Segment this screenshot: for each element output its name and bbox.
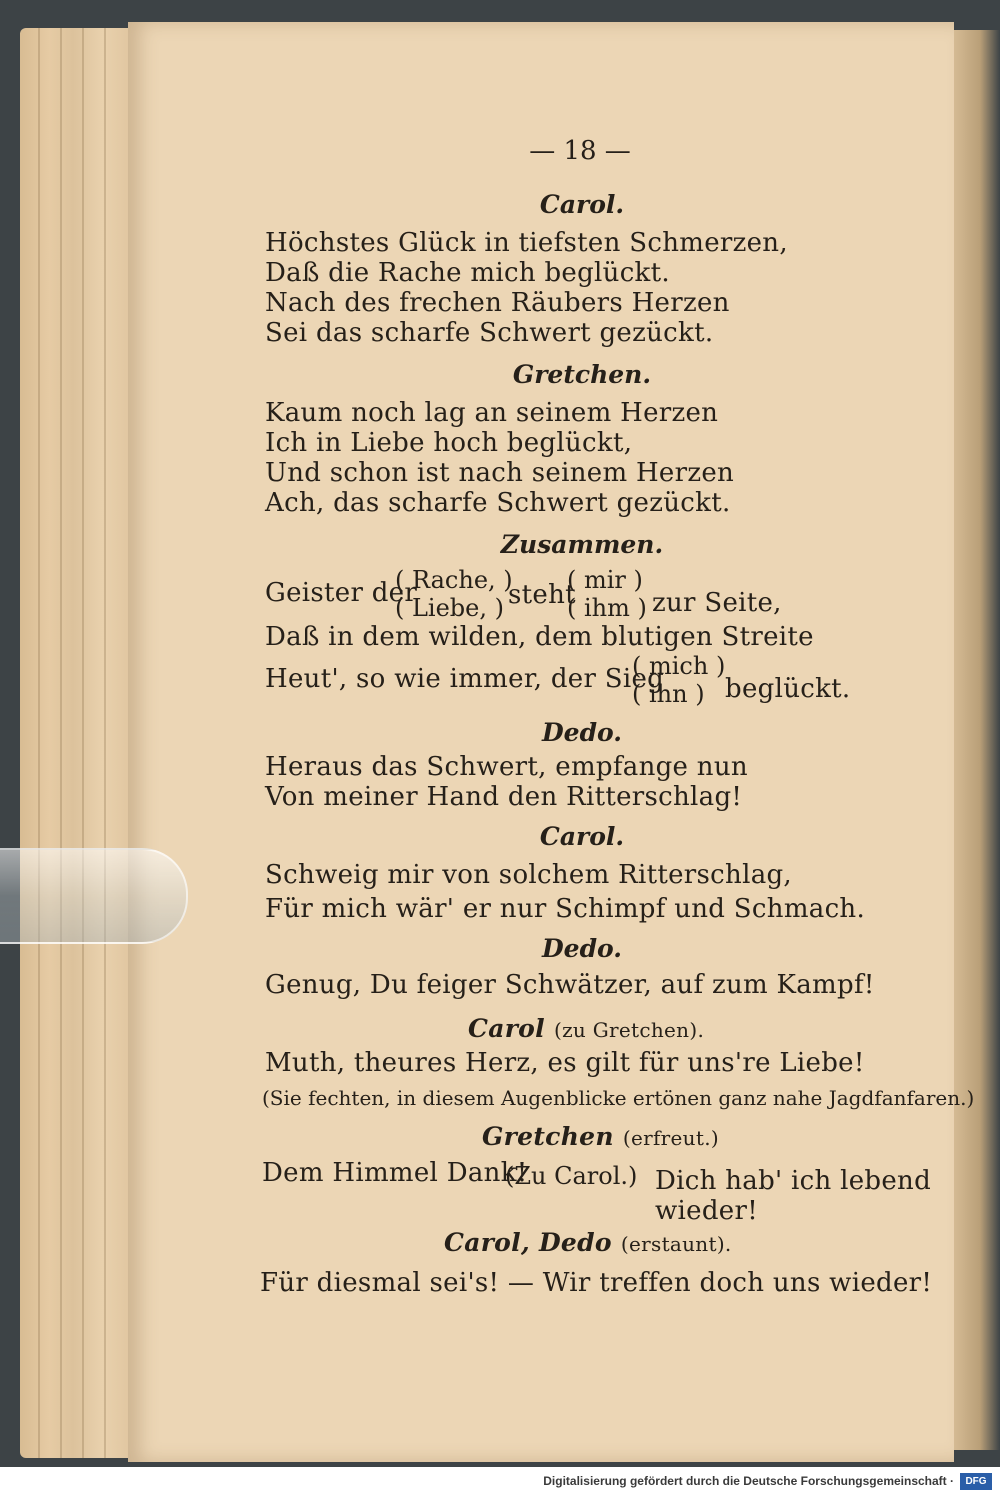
verse-line: Heut', so wie immer, der Sieg (265, 664, 665, 694)
verse-line: Sei das scharfe Schwert gezückt. (265, 318, 714, 348)
verse-line: Höchstes Glück in tiefsten Schmerzen, (265, 228, 788, 258)
glass-page-clip (0, 848, 188, 944)
verse-line: Kaum noch lag an seinem Herzen (265, 398, 719, 428)
speaker-carol: Carol. (539, 822, 625, 851)
verse-line: Daß die Rache mich beglückt. (265, 258, 670, 288)
verse-line: Geister der (265, 578, 418, 608)
verse-word: zur Seite, (652, 588, 782, 618)
verse-line: Daß in dem wilden, dem blutigen Streite (265, 622, 814, 652)
verse-line: Schweig mir von solchem Ritterschlag, (265, 860, 792, 890)
page-stack-edge (20, 28, 138, 1458)
verse-line: wieder! (655, 1196, 758, 1226)
verse-line: Ich in Liebe hoch beglückt, (265, 428, 633, 458)
verse-line: Und schon ist nach seinem Herzen (265, 458, 735, 488)
dfg-logo: DFG (960, 1473, 992, 1490)
footer-bar (0, 1467, 1000, 1497)
stage-direction: (Zu Carol.) (505, 1162, 638, 1190)
right-page-edge (950, 30, 1000, 1450)
verse-line: Von meiner Hand den Ritterschlag! (265, 782, 743, 812)
verse-word: beglückt. (725, 674, 851, 704)
bracket-alternative: ( ihm ) (567, 594, 647, 622)
footer-credit: Digitalisierung gefördert durch die Deutsche Forschungsgemeinschaft · (543, 1474, 954, 1488)
verse-line: Dem Himmel Dank! (262, 1158, 528, 1188)
verse-line: Genug, Du feiger Schwätzer, auf zum Kampf! (265, 970, 875, 1000)
stage-direction: (Sie fechten, in diesem Augenblicke ertönen ganz nahe Jagdfanfaren.) (262, 1086, 975, 1110)
bracket-alternative: ( mir ) (567, 566, 643, 594)
bracket-alternative: ( mich ) (632, 652, 726, 680)
bracket-alternative: ( ihn ) (632, 680, 705, 708)
speaker-zusammen: Zusammen. (500, 530, 664, 559)
speaker-dedo: Dedo. (541, 934, 622, 963)
verse-line: Für diesmal sei's! — Wir treffen doch uns wieder! (260, 1268, 933, 1298)
verse-line: Ach, das scharfe Schwert gezückt. (265, 488, 731, 518)
verse-line: Muth, theures Herz, es gilt für uns're Liebe! (265, 1048, 865, 1078)
verse-line: Für mich wär' er nur Schimpf und Schmach. (265, 894, 866, 924)
speaker-gretchen: Gretchen. (512, 360, 652, 389)
verse-word: steht (508, 580, 576, 610)
page-number: — 18 — (529, 136, 631, 166)
speaker-gretchen: Gretchen (erfreut.) (482, 1122, 719, 1151)
verse-line: Dich hab' ich lebend (655, 1166, 932, 1196)
speaker-carol: Carol. (539, 190, 625, 219)
speaker-carol: Carol (zu Gretchen). (468, 1014, 705, 1043)
bracket-alternative: ( Rache, ) (395, 566, 513, 594)
verse-line: Nach des frechen Räubers Herzen (265, 288, 730, 318)
bracket-alternative: ( Liebe, ) (395, 594, 504, 622)
verse-line: Heraus das Schwert, empfange nun (265, 752, 748, 782)
speaker-carol-dedo: Carol, Dedo (erstaunt). (444, 1228, 732, 1257)
speaker-dedo: Dedo. (541, 718, 622, 747)
